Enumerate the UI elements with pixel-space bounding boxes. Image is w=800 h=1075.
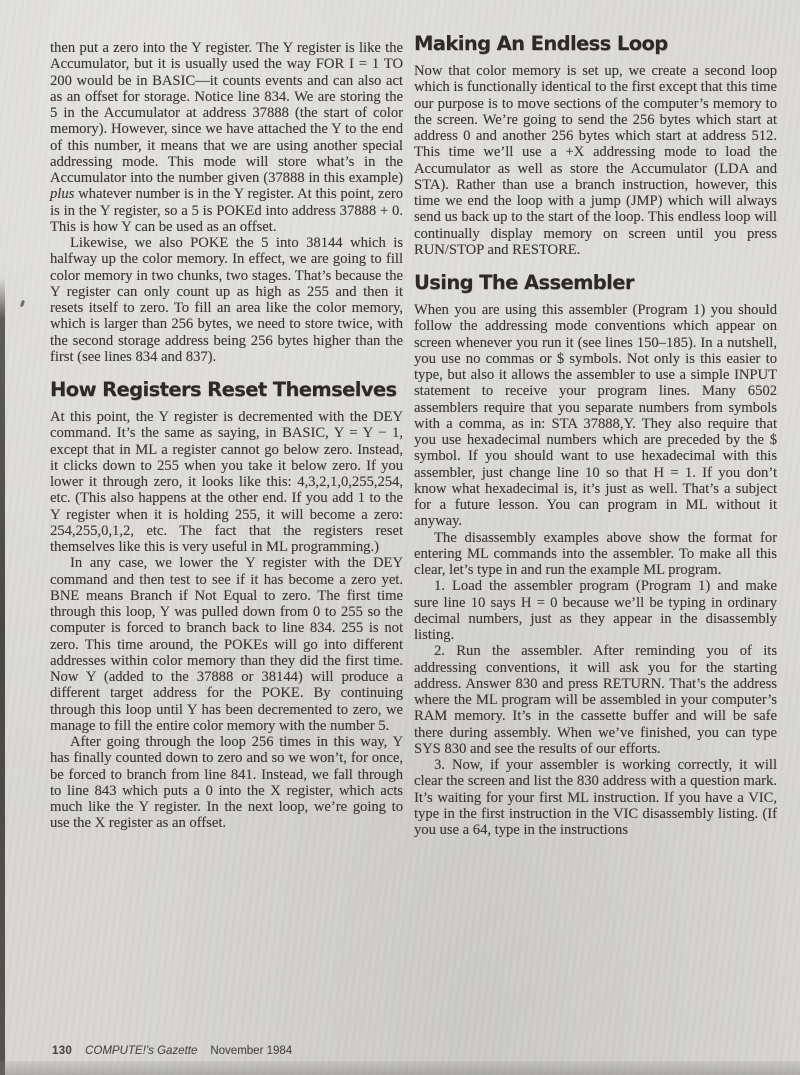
right-column	[414, 32, 777, 838]
ink-speck-artifact	[20, 300, 25, 308]
section-heading-endless-loop: Making An Endless Loop	[414, 32, 668, 55]
numbered-step-paragraph: 1. Load the assembler program (Program 1) and make sure line 10 says H = 0 because we’ll be typing in ordinary decimal numbers, just as they appear in the disassembly listing.	[414, 578, 777, 643]
page-footer	[52, 1045, 292, 1057]
body-paragraph: When you are using this assembler (Program 1) you should follow the addressing mode conventions which appear on screen whenever you run it (see lines 150–185). In a nutshell, you use no commas or $ symbols. Not only is this easier to type, but also it allows the assembler to use a simple INPUT statement to receive your program lines. Many 6502 assemblers require that you separate numbers from symbols with a comma, as in: STA 37888,Y. They also require that you use hexadecimal numbers which are preceded by the $ symbol. If you should want to use hexadecimal with this assembler, just change line 10 so that H = 1. If you don’t know what hexadecimal is, it’s just as well. That’s a subject for a future lesson. You can program in ML without it anyway.	[414, 302, 777, 530]
numbered-step-paragraph: 2. Run the assembler. After reminding you of its addressing conventions, it will ask you for the starting address. Answer 830 and press RETURN. That’s the address where the ML program will be assembled in your computer’s RAM memory. It’s in the cassette buffer and will be safe there during assembly. When we’ve finished, you can type SYS 830 and see the results of our efforts.	[414, 643, 777, 757]
body-paragraph: The disassembly examples above show the format for entering ML commands into the assembler. To make all this clear, let’s type in and run the example ML program.	[414, 529, 777, 578]
body-paragraph: Now that color memory is set up, we create a second loop which is functionally identical to the first except that this time our purpose is to move sections of the computer’s memory to the screen. We’re going to send the 256 bytes which start at address 0 and another 256 bytes which start at address 512. This time we’ll use a +X addressing mode to load the Accumulator as well as store the Accumulator (LDA and STA). Rather than use a branch instruction, however, this time we end the loop with a jump (JMP) which will always send us back up to the start of the loop. This endless loop will continually display memory on screen until you press RUN/STOP and RESTORE.	[414, 63, 777, 258]
section-heading-using-assembler: Using The Assembler	[414, 271, 634, 294]
section-heading-how-registers-reset: How Registers Reset Themselves	[50, 378, 397, 401]
scan-left-edge-shadow	[0, 278, 5, 1075]
numbered-step-paragraph: 3. Now, if your assembler is working correctly, it will clear the screen and list the 830 address with a question mark. It’s waiting for your first ML instruction. If you have a VIC, type in the first instruction in the VIC disassembly listing. (If you use a 64, type in the instructions	[414, 757, 777, 838]
left-column	[50, 40, 403, 832]
paragraph-text: whatever number is in the Y register. At this point, zero is in the Y register, so a 5 is POKEd into address 37888 + 0. This is how Y can be used as an offset.	[50, 186, 403, 235]
paragraph-text: then put a zero into the Y register. The Y register is like the Accumulator, but it is usually used the way FOR I = 1 TO 200 would be in BASIC—it counts events and can also act as an offset for storage. Notice line 834. We are storing the 5 in the Accumulator at address 37888 (the start of color memory). However, since we have attached the Y to the end of this number, it means that we are using another special addressing mode. This mode will store what’s in the Accumulator into the number given (37888 in this example)	[50, 40, 403, 186]
body-paragraph: Likewise, we also POKE the 5 into 38144 which is halfway up the color memory. In effect, we are going to fill color memory in two chunks, two stages. That’s because the Y register can only count up as high as 255 and then it resets itself to zero. To fill an area like the color memory, which is larger than 256 bytes, we need to store twice, with the second storage address being 256 bytes higher than the first (see lines 834 and 837).	[50, 235, 403, 365]
italic-word: plus	[50, 186, 75, 203]
magazine-title: COMPUTE!’s Gazette	[85, 1045, 198, 1057]
page-number: 130	[52, 1045, 73, 1057]
issue-date: November 1984	[210, 1045, 293, 1057]
body-paragraph: After going through the loop 256 times in this way, Y has finally counted down to zero and so we won’t, for once, be forced to branch from line 841. Instead, we fall through to line 843 which puts a 0 into the X register, which acts much like the Y register. In the next loop, we’re going to use the X register as an offset.	[50, 734, 403, 832]
scan-bottom-edge-shadow	[0, 1061, 800, 1075]
body-paragraph: At this point, the Y register is decremented with the DEY command. It’s the same as saying, in BASIC, Y = Y − 1, except that in ML a register cannot go below zero. Instead, it clicks down to 255 when you take it below zero. If you lower it through zero, it looks like this: 4,3,2,1,0,255,254, etc. (This also happens at the other end. If you add 1 to the Y register when it is holding 255, it will become a zero: 254,255,0,1,2, etc. The fact that the registers reset themselves like this is very useful in ML programming.)	[50, 409, 403, 555]
body-paragraph: In any case, we lower the Y register with the DEY command and then test to see if it has become a zero yet. BNE means Branch if Not Equal to zero. The first time through this loop, Y was pulled down from 0 to 255 so the computer is forced to branch back to line 834. 255 is not zero. This time around, the POKEs will go into different addresses within color memory than they did the first time. Now Y (added to the 37888 or 38144) will produce a different target address for the POKE. By continuing through this loop until Y has been decremented to zero, we manage to fill the entire color memory with the number 5.	[50, 555, 403, 734]
body-paragraph	[50, 40, 403, 235]
